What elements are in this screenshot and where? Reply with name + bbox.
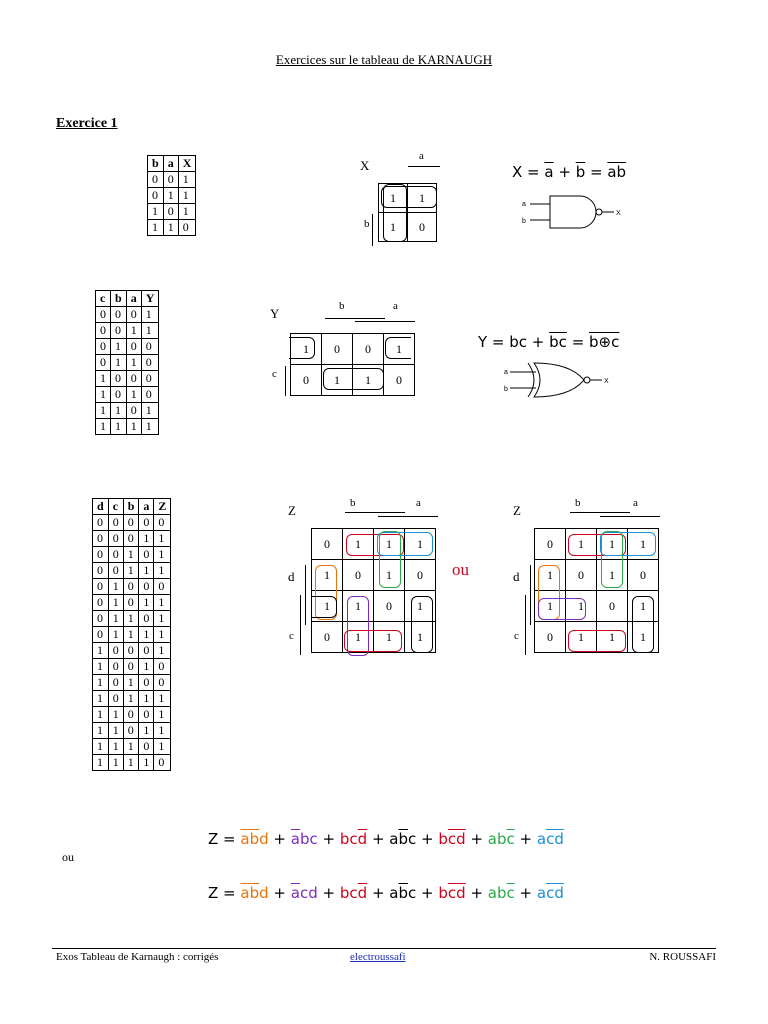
table-cell: 1 [148, 220, 164, 236]
table-cell: 1 [108, 755, 123, 771]
table-row [93, 707, 171, 723]
table-cell: 1 [178, 172, 196, 188]
kmap-cell: 1 [597, 529, 628, 560]
truth-table-y [95, 290, 159, 435]
table-cell: 1 [163, 188, 178, 204]
table-cell: 1 [148, 204, 164, 220]
table-header: c [108, 499, 123, 515]
kmap-z2-var-d: d [513, 569, 520, 584]
kmap-z2-var-c: c [514, 630, 519, 642]
table-cell: 1 [141, 419, 159, 435]
table-cell: 0 [93, 563, 109, 579]
kmap-cell: 1 [628, 529, 659, 560]
footer-right: N. ROUSSAFI [649, 951, 716, 963]
kmap-x-a-bar [408, 166, 440, 167]
table-cell: 1 [163, 220, 178, 236]
kmap-z1-var-a: a [416, 497, 421, 509]
kmap-cell: 1 [405, 529, 436, 560]
table-cell: 1 [93, 707, 109, 723]
table-cell: 1 [154, 563, 171, 579]
table-cell: 0 [93, 547, 109, 563]
table-row [93, 563, 171, 579]
kmap-cell: 1 [374, 560, 405, 591]
table-cell: 1 [93, 691, 109, 707]
table-cell: 1 [154, 707, 171, 723]
kmap-z2-var-a: a [633, 497, 638, 509]
nand-gate-icon [520, 192, 630, 232]
table-row [93, 531, 171, 547]
kmap-cell: 1 [374, 529, 405, 560]
kmap-cell: 0 [408, 213, 437, 242]
table-cell: 1 [154, 691, 171, 707]
kmap-cell: 1 [408, 184, 437, 213]
kmap-cell: 1 [343, 591, 374, 622]
table-cell: 1 [123, 627, 139, 643]
table-cell: 0 [154, 675, 171, 691]
table-cell: 0 [154, 755, 171, 771]
table-cell: 0 [139, 547, 154, 563]
table-cell: 0 [163, 172, 178, 188]
table-cell: 0 [108, 531, 123, 547]
table-cell: 0 [93, 515, 109, 531]
kmap-cell: 1 [384, 334, 415, 365]
table-row [93, 643, 171, 659]
table-cell: 1 [141, 403, 159, 419]
table-cell: 1 [141, 323, 159, 339]
table-row [148, 188, 196, 204]
table-row [148, 172, 196, 188]
table-row [96, 323, 159, 339]
table-row [96, 403, 159, 419]
table-header: b [123, 499, 139, 515]
kmap-z2-b-bar [570, 512, 630, 513]
table-cell: 0 [108, 675, 123, 691]
table-header: b [148, 156, 164, 172]
kmap-cell: 1 [291, 334, 322, 365]
kmap-z1-var-d: d [288, 569, 295, 584]
table-cell: 1 [123, 675, 139, 691]
table-cell: 1 [93, 755, 109, 771]
kmap-z2-group-green [601, 531, 623, 588]
kmap-y-a-bar [355, 321, 415, 322]
table-row [93, 579, 171, 595]
table-cell: 1 [93, 723, 109, 739]
table-cell: 0 [123, 707, 139, 723]
table-cell: 1 [108, 595, 123, 611]
kmap-z2-name: Z [513, 503, 521, 518]
kmap-z1-c-bar [300, 595, 301, 655]
kmap-y-group-mid [323, 368, 384, 390]
table-cell: 0 [148, 188, 164, 204]
kmap-cell: 0 [405, 560, 436, 591]
kmap-cell: 0 [353, 334, 384, 365]
table-cell: 0 [141, 387, 159, 403]
table-cell: 1 [154, 643, 171, 659]
table-cell: 0 [93, 611, 109, 627]
kmap-cell: 0 [384, 365, 415, 396]
table-row [93, 627, 171, 643]
xor-input-a: a [504, 369, 508, 376]
table-row [96, 339, 159, 355]
kmap-cell: 1 [405, 622, 436, 653]
table-cell: 1 [96, 419, 111, 435]
footer-left: Exos Tableau de Karnaugh : corrigés [56, 951, 219, 963]
kmap-cell: 1 [379, 184, 408, 213]
table-cell: 0 [123, 659, 139, 675]
table-cell: 0 [139, 515, 154, 531]
table-cell: 1 [108, 579, 123, 595]
table-row [93, 515, 171, 531]
kmap-z2-group-black [632, 596, 654, 653]
table-cell: 1 [178, 204, 196, 220]
kmap-y-var-c: c [272, 368, 277, 380]
kmap-z1-d-bar [305, 565, 306, 625]
table-cell: 1 [139, 595, 154, 611]
table-cell: 0 [123, 531, 139, 547]
kmap-z1-group-black-left [311, 596, 337, 618]
table-cell: 0 [93, 627, 109, 643]
table-cell: 1 [108, 723, 123, 739]
table-cell: 1 [123, 611, 139, 627]
equation-z2: $Z = \overline{a}\overline{b}d + \overline{a}cd + bc\overline{d} + a\overline{b}c + b\overline{c}\overline{d} + ab\overline{c} + a\overline{c}\overline{d}$ [208, 884, 564, 902]
xor-input-b: b [504, 386, 508, 393]
kmap-z2-a-bar [600, 516, 660, 517]
table-cell: 1 [123, 755, 139, 771]
table-cell: 1 [154, 723, 171, 739]
table-cell: 1 [139, 691, 154, 707]
table-cell: 0 [108, 515, 123, 531]
table-cell: 1 [123, 547, 139, 563]
ou-separator: ou [452, 560, 469, 579]
table-cell: 0 [123, 643, 139, 659]
kmap-x-var-b: b [364, 218, 370, 230]
table-cell: 1 [108, 707, 123, 723]
table-cell: 1 [111, 403, 127, 419]
table-cell: 1 [96, 371, 111, 387]
table-cell: 1 [154, 547, 171, 563]
table-cell: 1 [96, 403, 111, 419]
truth-table-z [92, 498, 171, 771]
table-cell: 1 [111, 419, 127, 435]
table-cell: 1 [96, 387, 111, 403]
table-cell: 1 [108, 627, 123, 643]
equation-z1: $Z = \overline{a}\overline{b}d + \overline{a}bc + bc\overline{d} + a\overline{b}c + b\overline{c}\overline{d} + ab\overline{c} + a\overline{c}\overline{d}$ [208, 830, 564, 848]
table-cell: 0 [148, 172, 164, 188]
table-row [96, 307, 159, 323]
table-cell: 1 [123, 739, 139, 755]
kmap-cell: 0 [312, 529, 343, 560]
equation-x: $X = \overline{a} + \overline{b} = \overline{ab}$ [512, 163, 627, 181]
table-cell: 1 [111, 355, 127, 371]
table-cell: 1 [154, 739, 171, 755]
kmap-cell: 0 [597, 591, 628, 622]
kmap-cell: 0 [343, 560, 374, 591]
table-cell: 0 [154, 659, 171, 675]
table-cell: 0 [178, 220, 196, 236]
equation-y: Y = bc + $\overline{b}\overline{c}$ = b⊕c [478, 333, 620, 351]
table-cell: 1 [139, 531, 154, 547]
table-cell: 0 [139, 675, 154, 691]
table-cell: 0 [126, 307, 141, 323]
table-cell: 1 [108, 739, 123, 755]
table-cell: 0 [93, 579, 109, 595]
table-cell: 0 [108, 659, 123, 675]
table-header: c [96, 291, 111, 307]
table-header: d [93, 499, 109, 515]
table-cell: 0 [108, 563, 123, 579]
table-row [93, 675, 171, 691]
table-cell: 1 [126, 419, 141, 435]
table-header: Z [154, 499, 171, 515]
table-cell: 0 [108, 547, 123, 563]
table-cell: 1 [123, 563, 139, 579]
table-cell: 1 [139, 627, 154, 643]
kmap-cell: 1 [566, 529, 597, 560]
kmap-x-b-bar [372, 214, 373, 246]
kmap-z1-var-c: c [289, 630, 294, 642]
kmap-cell: 1 [322, 365, 353, 396]
table-header: a [163, 156, 178, 172]
table-cell: 0 [96, 323, 111, 339]
kmap-cell: 0 [535, 529, 566, 560]
table-cell: 1 [93, 659, 109, 675]
kmap-cell: 0 [291, 365, 322, 396]
table-header: b [111, 291, 127, 307]
page-title: Exercices sur le tableau de KARNAUGH [275, 52, 493, 67]
table-cell: 1 [178, 188, 196, 204]
table-row [93, 723, 171, 739]
table-cell: 1 [139, 659, 154, 675]
table-row [96, 419, 159, 435]
table-row [148, 204, 196, 220]
table-cell: 1 [154, 531, 171, 547]
kmap-z1-var-b: b [350, 497, 356, 509]
kmap-z1-a-bar [378, 516, 438, 517]
footer-rule [52, 948, 716, 949]
section-heading: Exercice 1 [56, 116, 118, 131]
table-header: Y [141, 291, 159, 307]
table-row [93, 739, 171, 755]
kmap-cell: 1 [312, 591, 343, 622]
kmap-z1-group-green [379, 531, 401, 588]
table-cell: 1 [141, 307, 159, 323]
nand-input-a: a [522, 201, 526, 208]
table-cell: 0 [141, 339, 159, 355]
table-cell: 1 [139, 723, 154, 739]
kmap-z2-group-red-bottom [568, 630, 626, 652]
kmap-cell: 0 [628, 560, 659, 591]
table-cell: 0 [139, 611, 154, 627]
kmap-z2-c-bar [525, 595, 526, 655]
table-cell: 1 [108, 611, 123, 627]
table-cell: 0 [141, 355, 159, 371]
table-cell: 0 [111, 323, 127, 339]
ou-label: ou [62, 850, 74, 864]
table-row [96, 355, 159, 371]
table-header: a [139, 499, 154, 515]
footer-link[interactable]: electroussafi [350, 951, 406, 963]
table-cell: 1 [93, 643, 109, 659]
kmap-cell: 0 [374, 591, 405, 622]
kmap-x-var-a: a [419, 150, 424, 162]
kmap-x-group-col [383, 184, 407, 242]
kmap-y-var-b: b [339, 300, 345, 312]
table-cell: 0 [126, 403, 141, 419]
table-row [93, 547, 171, 563]
table-cell: 1 [93, 675, 109, 691]
xor-output: X [604, 378, 609, 385]
kmap-y-var-a: a [393, 300, 398, 312]
table-header: X [178, 156, 196, 172]
table-row [93, 659, 171, 675]
kmap-cell: 1 [628, 591, 659, 622]
kmap-z2-var-b: b [575, 497, 581, 509]
kmap-cell: 1 [597, 560, 628, 591]
kmap-y-c-bar [285, 366, 286, 396]
kmap-cell: 1 [353, 365, 384, 396]
table-cell: 0 [154, 515, 171, 531]
xor-gate-icon [500, 360, 620, 400]
table-cell: 0 [126, 339, 141, 355]
kmap-z2-d-bar [530, 565, 531, 625]
table-cell: 1 [139, 563, 154, 579]
kmap-z2-group-purple [538, 598, 586, 620]
kmap-cell: 1 [535, 591, 566, 622]
kmap-cell: 1 [628, 622, 659, 653]
table-cell: 0 [96, 339, 111, 355]
table-cell: 0 [139, 739, 154, 755]
kmap-cell: 0 [322, 334, 353, 365]
table-cell: 1 [126, 387, 141, 403]
table-cell: 0 [96, 355, 111, 371]
kmap-cell: 1 [343, 622, 374, 653]
table-cell: 0 [123, 595, 139, 611]
table-cell: 1 [123, 691, 139, 707]
table-cell: 0 [163, 204, 178, 220]
kmap-cell: 1 [535, 560, 566, 591]
table-row [96, 387, 159, 403]
table-cell: 0 [139, 707, 154, 723]
table-cell: 0 [108, 643, 123, 659]
kmap-y-group-right [385, 337, 411, 359]
table-cell: 0 [123, 515, 139, 531]
table-cell: 0 [96, 307, 111, 323]
kmap-cell: 1 [597, 622, 628, 653]
table-cell: 0 [141, 371, 159, 387]
truth-table-x [147, 155, 196, 236]
kmap-cell: 1 [405, 591, 436, 622]
kmap-z1-name: Z [288, 503, 296, 518]
table-row [93, 691, 171, 707]
kmap-cell: 1 [379, 213, 408, 242]
table-cell: 0 [154, 579, 171, 595]
table-cell: 0 [111, 371, 127, 387]
table-cell: 0 [93, 531, 109, 547]
kmap-x-name: X [360, 158, 370, 173]
table-cell: 1 [154, 611, 171, 627]
kmap-z1-b-bar [345, 512, 405, 513]
kmap-cell: 1 [312, 560, 343, 591]
table-cell: 0 [126, 371, 141, 387]
kmap-cell: 1 [566, 622, 597, 653]
table-cell: 0 [139, 579, 154, 595]
table-header: a [126, 291, 141, 307]
table-cell: 1 [126, 323, 141, 339]
table-cell: 1 [154, 595, 171, 611]
table-cell: 1 [139, 755, 154, 771]
table-cell: 0 [93, 595, 109, 611]
kmap-z1-group-red-bottom [344, 630, 402, 652]
table-row [93, 595, 171, 611]
kmap-cell: 1 [343, 529, 374, 560]
table-cell: 0 [123, 723, 139, 739]
nand-input-b: b [522, 218, 526, 225]
kmap-y-group-left [289, 337, 315, 359]
kmap-y-name: Y [270, 306, 280, 321]
table-cell: 1 [93, 739, 109, 755]
kmap-cell: 1 [566, 591, 597, 622]
table-cell: 0 [123, 579, 139, 595]
kmap-cell: 0 [535, 622, 566, 653]
table-cell: 0 [111, 387, 127, 403]
table-row [93, 755, 171, 771]
table-cell: 0 [111, 307, 127, 323]
table-cell: 1 [154, 627, 171, 643]
kmap-cell: 0 [312, 622, 343, 653]
kmap-z1-group-black [411, 596, 433, 653]
nand-output: X [616, 210, 621, 217]
table-cell: 0 [139, 643, 154, 659]
kmap-cell: 1 [374, 622, 405, 653]
table-row [96, 371, 159, 387]
table-row [148, 220, 196, 236]
kmap-y-b-bar [325, 318, 385, 319]
table-cell: 1 [111, 339, 127, 355]
table-cell: 1 [126, 355, 141, 371]
table-cell: 0 [108, 691, 123, 707]
kmap-cell: 0 [566, 560, 597, 591]
table-row [93, 611, 171, 627]
